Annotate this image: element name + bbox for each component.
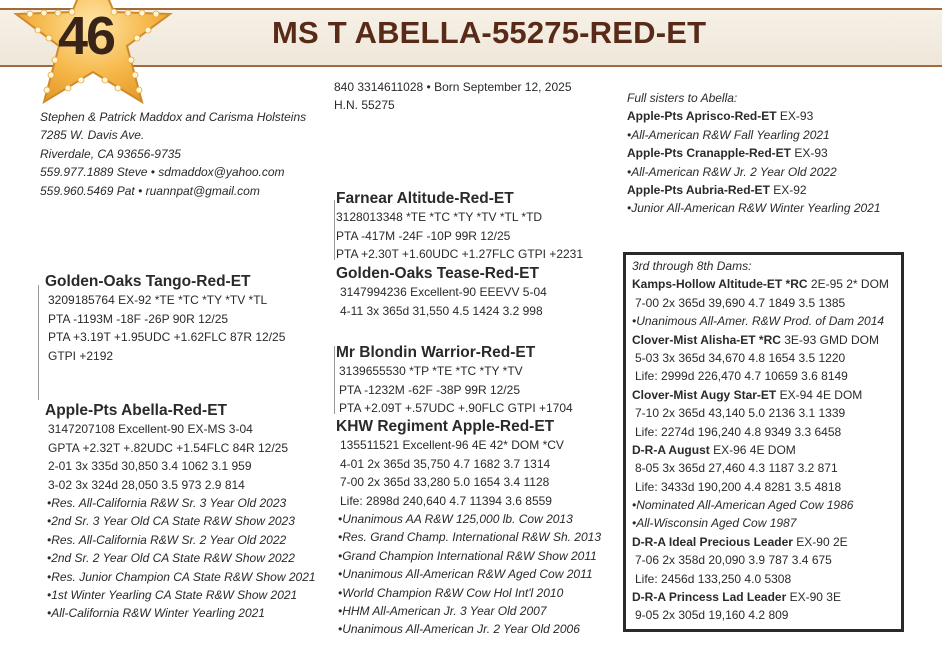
consignor-name: Stephen & Patrick Maddox and Carisma Holsteins: [40, 110, 307, 124]
dam-honor: •2nd Sr. 3 Year Old CA State R&W Show 2023: [47, 514, 295, 529]
consignor-address: 7285 W. Davis Ave.: [40, 128, 145, 143]
lot-number: 46: [58, 6, 115, 66]
dam-entry-name: Kamps-Hollow Altitude-ET *RC: [632, 277, 808, 292]
sire-line: GTPI +2192: [48, 348, 114, 363]
consignor-phone-pat: 559.960.5469 Pat • ruannpat@gmail.com: [40, 183, 260, 198]
dam-sire-line: PTA +2.09T +.57UDC +.90FLC GTPI +1704: [339, 401, 573, 416]
sister-honor: •All-American R&W Fall Yearling 2021: [627, 127, 830, 142]
dams-box-heading: 3rd through 8th Dams:: [632, 259, 752, 273]
dam-entry: [632, 331, 889, 349]
sire-dam-line: 4-11 3x 365d 31,550 4.5 1424 3.2 998: [340, 303, 543, 318]
dam-honor: •2nd Sr. 2 Year Old CA State R&W Show 2022: [47, 551, 295, 566]
dam-entry-classification: EX-96 4E DOM: [709, 442, 796, 457]
dam-dam-honor: •Unanimous All-American Jr. 2 Year Old 2006: [338, 622, 580, 637]
dam-sire-block: [336, 344, 573, 418]
dam-honor: •All-California R&W Winter Yearling 2021: [47, 606, 265, 621]
dam-line: GPTA +2.32T +.82UDC +1.54FLC 84R 12/25: [48, 440, 289, 455]
dam-entry-line: 5-03 3x 365d 34,670 4.8 1654 3.5 1220: [635, 350, 846, 365]
consignor-info: [40, 108, 306, 200]
full-sisters: [627, 89, 881, 218]
consignor-phone-steve: 559.977.1889 Steve • sdmaddox@yahoo.com: [40, 165, 285, 180]
sire-line: PTA -1193M -18F -26P 90R 12/25: [48, 311, 229, 326]
dam-entry-name: Clover-Mist Augy Star-ET: [632, 387, 777, 402]
dam-dam-honor: •World Champion R&W Cow Hol Int'l 2010: [338, 585, 564, 600]
dam-entry-line: Life: 2456d 133,250 4.0 5308: [635, 571, 792, 586]
dam-entry-classification: EX-90 3E: [786, 590, 841, 605]
sister-score: EX-93: [776, 109, 814, 124]
sire-sire-line: PTA -417M -24F -10P 99R 12/25: [336, 228, 511, 243]
dam-entry-classification: 2E-95 2* DOM: [807, 277, 889, 292]
dam-entry-honor: •Nominated All-American Aged Cow 1986: [632, 498, 854, 513]
dam-entry-line: 7-10 2x 365d 43,140 5.0 2136 3.1 1339: [635, 406, 846, 421]
dam-entry: [632, 533, 889, 551]
dam-line: 2-01 3x 335d 30,850 3.4 1062 3.1 959: [48, 459, 252, 474]
dam-dam-line: Life: 2898d 240,640 4.7 11394 3.6 8559: [340, 493, 552, 508]
dam-dam-name: KHW Regiment Apple-Red-ET: [336, 418, 555, 435]
dam-entry-line: Life: 3433d 190,200 4.4 8281 3.5 4818: [635, 479, 842, 494]
dam-entry-line: 7-06 2x 358d 20,090 3.9 787 3.4 675: [635, 553, 832, 568]
sire-sire-line: PTA +2.30T +1.60UDC +1.27FLC GTPI +2231: [336, 247, 584, 262]
dam-dam-line: 4-01 2x 365d 35,750 4.7 1682 3.7 1314: [340, 456, 551, 471]
dam-entry: [632, 588, 889, 606]
sister-honor: •Junior All-American R&W Winter Yearling 2021: [627, 201, 881, 216]
dam-entry-name: Clover-Mist Alisha-ET *RC: [632, 332, 781, 347]
dam-honor: •Res. Junior Champion CA State R&W Show 2021: [47, 569, 316, 584]
dam-entry-name: D-R-A Princess Lad Leader: [632, 590, 787, 605]
full-sisters-heading: Full sisters to Abella:: [627, 91, 738, 105]
dam-entry-name: D-R-A August: [632, 442, 710, 457]
pedigree-line: [334, 346, 335, 414]
dam-line: 3-02 3x 324d 28,050 3.5 973 2.9 814: [48, 477, 245, 492]
sister-score: EX-92: [769, 182, 807, 197]
dam-entry-honor: •All-Wisconsin Aged Cow 1987: [632, 516, 797, 531]
dam-dam-honor: •Unanimous AA R&W 125,000 lb. Cow 2013: [338, 511, 573, 526]
lot-star: [0, 0, 190, 110]
sire-dam-line: 3147994236 Excellent-90 EEEVV 5-04: [340, 285, 547, 300]
dam-entry-line: Life: 2999d 226,470 4.7 10659 3.6 8149: [635, 369, 848, 384]
sister-entry: [627, 107, 881, 125]
sire-dam-block: [336, 265, 547, 320]
dam-dam-honor: •HHM All-American Jr. 3 Year Old 2007: [338, 603, 547, 618]
sire-sire-line: 3128013348 *TE *TC *TY *TV *TL *TD: [336, 210, 543, 225]
dam-honor: •Res. All-California R&W Sr. 3 Year Old 2023: [47, 495, 287, 510]
dam-name: Apple-Pts Abella-Red-ET: [45, 402, 227, 419]
sister-score: EX-93: [791, 146, 828, 161]
sire-line: PTA +3.19T +1.95UDC +1.62FLC 87R 12/25: [48, 330, 286, 345]
registration-line: 840 3314611028 • Born September 12, 2025: [334, 80, 572, 94]
sister-entry: [627, 144, 881, 162]
sire-line: 3209185764 EX-92 *TE *TC *TY *TV *TL: [48, 293, 268, 308]
registration-info: [334, 78, 572, 115]
dam-dam-honor: •Res. Grand Champ. International R&W Sh. 2013: [338, 530, 601, 545]
dam-entry-name: D-R-A Ideal Precious Leader: [632, 534, 793, 549]
dam-honor: •Res. All-California R&W Sr. 2 Year Old 2022: [47, 532, 287, 547]
dam-entry-line: 8-05 3x 365d 27,460 4.3 1187 3.2 871: [635, 461, 838, 476]
dam-entry: [632, 275, 889, 293]
sister-name: Apple-Pts Cranapple-Red-ET: [627, 146, 792, 161]
dam-dam-honor: •Unanimous All-American R&W Aged Cow 2011: [338, 567, 593, 582]
dam-entry-classification: 3E-93 GMD DOM: [780, 332, 879, 347]
herd-number: H.N. 55275: [334, 98, 395, 113]
sister-honor: •All-American R&W Jr. 2 Year Old 2022: [627, 164, 837, 179]
sire-sire-name: Farnear Altitude-Red-ET: [336, 190, 514, 207]
dam-entry-line: Life: 2274d 196,240 4.8 9349 3.3 6458: [635, 424, 842, 439]
dam-sire-name: Mr Blondin Warrior-Red-ET: [336, 344, 536, 361]
dam-entry-line: 9-05 2x 305d 19,160 4.2 809: [635, 608, 789, 623]
pedigree-line: [334, 200, 335, 260]
sister-name: Apple-Pts Aubria-Red-ET: [627, 182, 770, 197]
dam-sire-line: 3139655530 *TP *TE *TC *TY *TV: [339, 364, 523, 379]
dam-dam-block: [336, 418, 601, 639]
dam-entry-classification: EX-94 4E DOM: [776, 387, 863, 402]
dam-block: [45, 402, 316, 623]
sire-dam-name: Golden-Oaks Tease-Red-ET: [336, 265, 539, 282]
sire-block: [45, 273, 285, 365]
sister-name: Apple-Pts Aprisco-Red-ET: [627, 109, 777, 124]
sire-sire-block: [336, 190, 583, 264]
page-title: MS T ABELLA-55275-RED-ET: [272, 15, 707, 50]
dam-dam-honor: •Grand Champion International R&W Show 2011: [338, 548, 597, 563]
dam-dam-line: 135511521 Excellent-96 4E 42* DOM *CV: [340, 438, 564, 453]
dam-entry: [632, 386, 889, 404]
dam-entry-line: 7-00 2x 365d 39,690 4.7 1849 3.5 1385: [635, 295, 846, 310]
dams-box-content: [632, 257, 889, 625]
dam-line: 3147207108 Excellent-90 EX-MS 3-04: [48, 422, 253, 437]
sire-name: Golden-Oaks Tango-Red-ET: [45, 273, 251, 290]
sister-entry: [627, 181, 881, 199]
pedigree-line: [38, 285, 39, 400]
dam-dam-line: 7-00 2x 365d 33,280 5.0 1654 3.4 1128: [340, 475, 550, 490]
dam-honor: •1st Winter Yearling CA State R&W Show 2021: [47, 587, 298, 602]
dam-sire-line: PTA -1232M -62F -38P 99R 12/25: [339, 382, 520, 397]
dam-entry-honor: •Unanimous All-Amer. R&W Prod. of Dam 2014: [632, 314, 885, 329]
dam-entry: [632, 441, 889, 459]
dam-entry-classification: EX-90 2E: [792, 534, 848, 549]
consignor-city: Riverdale, CA 93656-9735: [40, 146, 181, 161]
